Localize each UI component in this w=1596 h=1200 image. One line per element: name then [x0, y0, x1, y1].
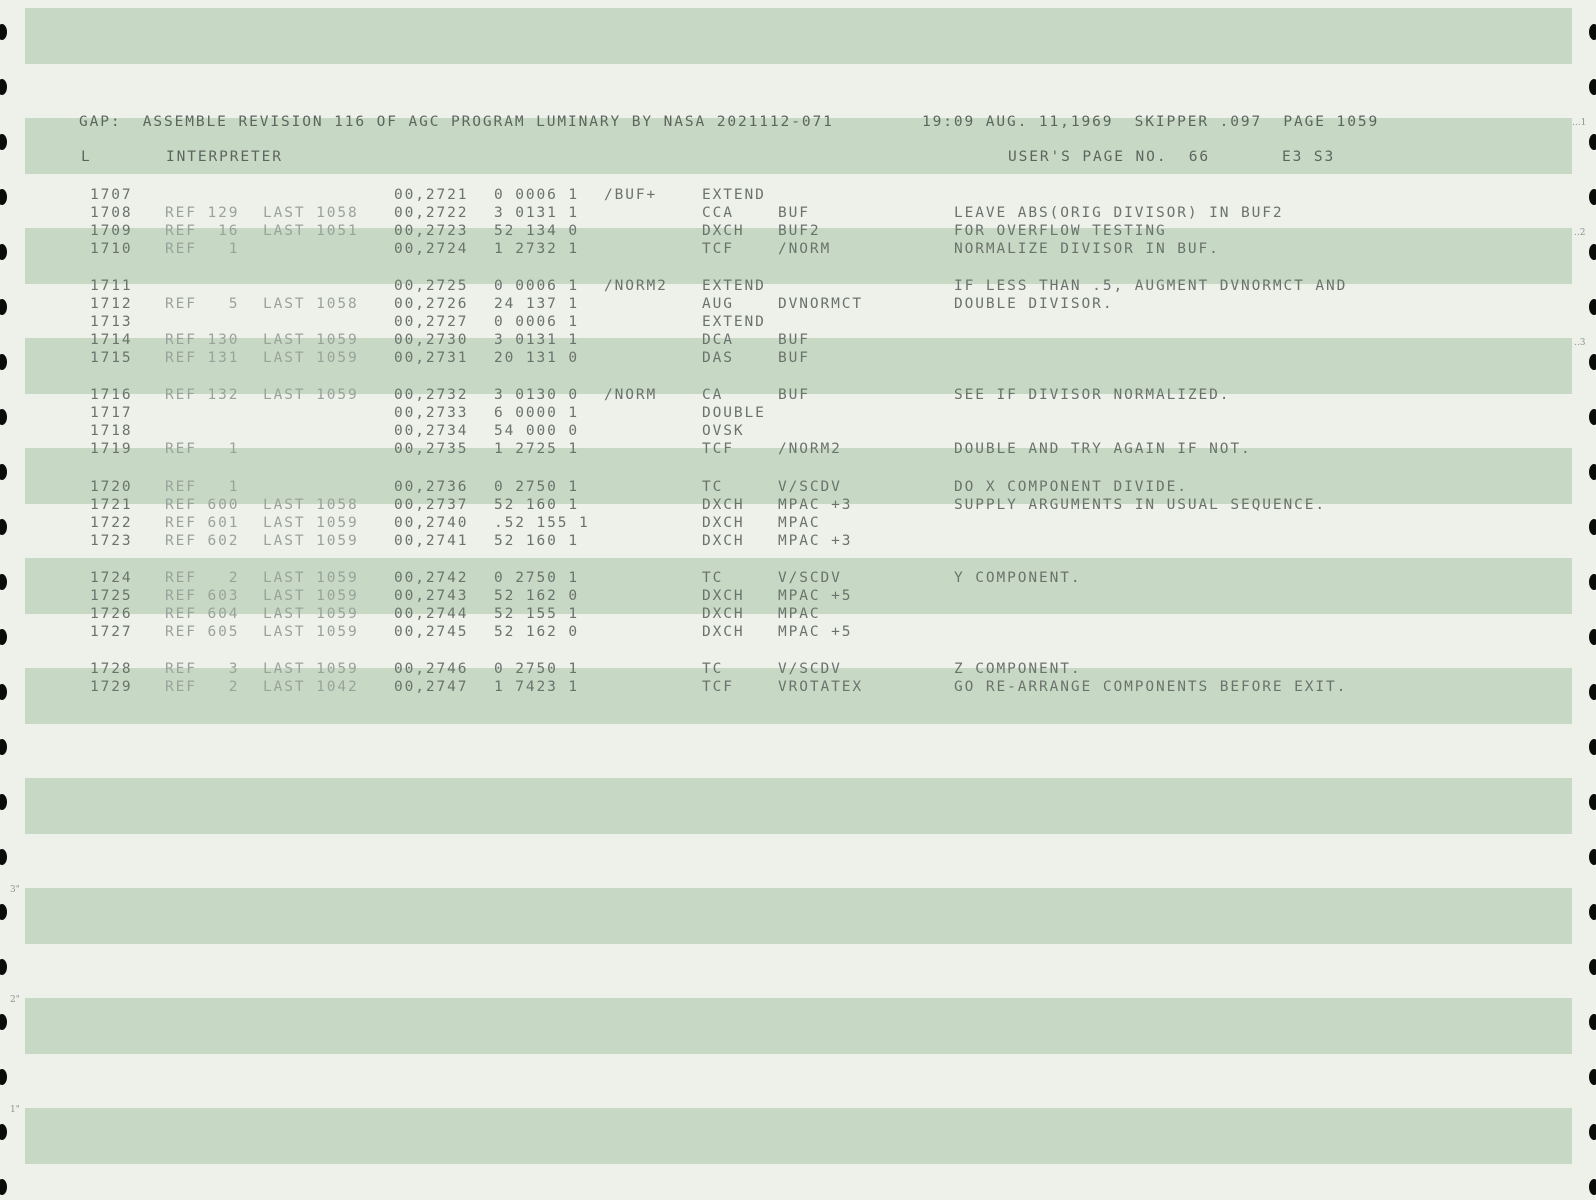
ref-count: REF 605	[165, 624, 240, 640]
line-number: 1715	[90, 350, 133, 366]
listing-line	[0, 678, 1560, 697]
feed-hole	[0, 794, 7, 810]
address: 00,2725	[394, 278, 469, 294]
listing-line	[0, 349, 1560, 368]
feed-hole	[0, 24, 7, 40]
last-ref: LAST 1059	[263, 624, 359, 640]
ref-count: REF 1	[165, 241, 240, 257]
line-number: 1729	[90, 679, 133, 695]
address: 00,2724	[394, 241, 469, 257]
feed-hole	[0, 1124, 7, 1140]
machine-word: 52 134 0	[494, 223, 580, 239]
address: 00,2743	[394, 588, 469, 604]
last-ref: LAST 1059	[263, 588, 359, 604]
address: 00,2740	[394, 515, 469, 531]
machine-word: 1 2725 1	[494, 441, 580, 457]
address: 00,2731	[394, 350, 469, 366]
feed-hole	[1589, 519, 1596, 535]
operand: BUF	[778, 332, 810, 348]
comment: Y COMPONENT.	[954, 570, 1082, 586]
feed-hole	[1589, 244, 1596, 260]
ref-count: REF 603	[165, 588, 240, 604]
operand: VROTATEX	[778, 679, 864, 695]
opcode: DXCH	[702, 588, 745, 604]
line-number: 1708	[90, 205, 133, 221]
listing-line	[0, 204, 1560, 223]
listing-line	[0, 532, 1560, 551]
machine-word: 52 160 1	[494, 533, 580, 549]
listing-line	[0, 660, 1560, 679]
line-number: 1726	[90, 606, 133, 622]
feed-hole	[1589, 134, 1596, 150]
operand: MPAC	[778, 606, 821, 622]
opcode: DXCH	[702, 497, 745, 513]
label: /NORM	[604, 387, 658, 403]
ref-count: REF 16	[165, 223, 240, 239]
address: 00,2722	[394, 205, 469, 221]
opcode: TCF	[702, 241, 734, 257]
opcode: DXCH	[702, 223, 745, 239]
machine-word: 0 0006 1	[494, 314, 580, 330]
opcode: CCA	[702, 205, 734, 221]
ref-count: REF 2	[165, 679, 240, 695]
label: /BUF+	[604, 187, 658, 203]
listing-line	[0, 386, 1560, 405]
feed-hole	[1589, 849, 1596, 865]
feed-hole	[0, 79, 7, 95]
feed-hole	[1589, 1014, 1596, 1030]
machine-word: 0 0006 1	[494, 278, 580, 294]
address: 00,2732	[394, 387, 469, 403]
listing-line	[0, 478, 1560, 497]
line-number: 1723	[90, 533, 133, 549]
feed-hole	[0, 849, 7, 865]
comment: DO X COMPONENT DIVIDE.	[954, 479, 1188, 495]
margin-mark: 3"	[10, 885, 20, 895]
address: 00,2741	[394, 533, 469, 549]
comment: NORMALIZE DIVISOR IN BUF.	[954, 241, 1220, 257]
opcode: TCF	[702, 441, 734, 457]
comment: IF LESS THAN .5, AUGMENT DVNORMCT AND	[954, 278, 1348, 294]
band	[25, 998, 1572, 1054]
operand: MPAC	[778, 515, 821, 531]
operand: /NORM	[778, 241, 832, 257]
address: 00,2745	[394, 624, 469, 640]
opcode: TC	[702, 479, 724, 495]
ref-count: REF 602	[165, 533, 240, 549]
opcode: DAS	[702, 350, 734, 366]
listing-line	[0, 496, 1560, 515]
listing-line	[0, 404, 1560, 423]
address: 00,2742	[394, 570, 469, 586]
machine-word: .52 155 1	[494, 515, 590, 531]
last-ref: LAST 1059	[263, 332, 359, 348]
feed-hole	[1589, 189, 1596, 205]
machine-word: 3 0131 1	[494, 332, 580, 348]
opcode: EXTEND	[702, 187, 766, 203]
last-ref: LAST 1051	[263, 223, 359, 239]
feed-hole	[1589, 794, 1596, 810]
ref-count: REF 1	[165, 479, 240, 495]
line-number: 1721	[90, 497, 133, 513]
line-number: 1716	[90, 387, 133, 403]
machine-word: 54 000 0	[494, 423, 580, 439]
address: 00,2730	[394, 332, 469, 348]
feed-hole	[1589, 739, 1596, 755]
comment: DOUBLE AND TRY AGAIN IF NOT.	[954, 441, 1252, 457]
address: 00,2734	[394, 423, 469, 439]
operand: BUF2	[778, 223, 821, 239]
feed-hole	[0, 1014, 7, 1030]
ref-count: REF 1	[165, 441, 240, 457]
opcode: DXCH	[702, 624, 745, 640]
opcode: AUG	[702, 296, 734, 312]
machine-word: 0 2750 1	[494, 570, 580, 586]
operand: V/SCDV	[778, 479, 842, 495]
label: /NORM2	[604, 278, 668, 294]
band	[25, 8, 1572, 64]
last-ref: LAST 1058	[263, 205, 359, 221]
comment: GO RE-ARRANGE COMPONENTS BEFORE EXIT.	[954, 679, 1348, 695]
operand: BUF	[778, 350, 810, 366]
feed-hole	[1589, 1124, 1596, 1140]
feed-hole	[0, 1179, 7, 1195]
feed-hole	[1589, 354, 1596, 370]
feed-hole	[1589, 79, 1596, 95]
feed-hole	[1589, 904, 1596, 920]
comment: Z COMPONENT.	[954, 661, 1082, 677]
line-number: 1714	[90, 332, 133, 348]
assembly-title: GAP: ASSEMBLE REVISION 116 OF AGC PROGRAM LUMINARY BY NASA 2021112-071	[79, 114, 834, 130]
machine-word: 3 0131 1	[494, 205, 580, 221]
line-number: 1712	[90, 296, 133, 312]
header-line-2	[0, 148, 1560, 167]
operand: V/SCDV	[778, 661, 842, 677]
line-number: 1727	[90, 624, 133, 640]
last-ref: LAST 1059	[263, 661, 359, 677]
feed-hole	[0, 904, 7, 920]
comment: SUPPLY ARGUMENTS IN USUAL SEQUENCE.	[954, 497, 1327, 513]
feed-hole	[0, 1069, 7, 1085]
operand: DVNORMCT	[778, 296, 864, 312]
operand: MPAC +5	[778, 588, 853, 604]
operand: MPAC +3	[778, 497, 853, 513]
last-ref: LAST 1059	[263, 387, 359, 403]
ref-count: REF 130	[165, 332, 240, 348]
line-number: 1710	[90, 241, 133, 257]
listing-line	[0, 240, 1560, 259]
listing-line	[0, 277, 1560, 296]
feed-hole	[1589, 1069, 1596, 1085]
machine-word: 0 0006 1	[494, 187, 580, 203]
address: 00,2727	[394, 314, 469, 330]
machine-word: 20 131 0	[494, 350, 580, 366]
listing-line	[0, 605, 1560, 624]
machine-word: 6 0000 1	[494, 405, 580, 421]
opcode: TCF	[702, 679, 734, 695]
ref-count: REF 5	[165, 296, 240, 312]
ref-count: REF 601	[165, 515, 240, 531]
line-number: 1718	[90, 423, 133, 439]
last-ref: LAST 1042	[263, 679, 359, 695]
last-ref: LAST 1059	[263, 606, 359, 622]
machine-word: 52 162 0	[494, 624, 580, 640]
line-number: 1717	[90, 405, 133, 421]
feed-hole	[1589, 464, 1596, 480]
last-ref: LAST 1059	[263, 533, 359, 549]
machine-word: 52 160 1	[494, 497, 580, 513]
band	[25, 1108, 1572, 1164]
listing-line	[0, 331, 1560, 350]
opcode: OVSK	[702, 423, 745, 439]
comment: SEE IF DIVISOR NORMALIZED.	[954, 387, 1231, 403]
line-number: 1728	[90, 661, 133, 677]
section-name: INTERPRETER	[166, 149, 283, 165]
opcode: DXCH	[702, 606, 745, 622]
feed-hole	[1589, 24, 1596, 40]
band	[25, 778, 1572, 834]
section-code: E3 S3	[1282, 149, 1336, 165]
margin-mark: 1"	[10, 1105, 20, 1115]
feed-hole	[1589, 959, 1596, 975]
address: 00,2735	[394, 441, 469, 457]
feed-hole	[0, 959, 7, 975]
listing-line	[0, 186, 1560, 205]
feed-hole	[1589, 299, 1596, 315]
ref-count: REF 604	[165, 606, 240, 622]
margin-mark: ...1	[1572, 118, 1587, 128]
machine-word: 0 2750 1	[494, 479, 580, 495]
operand: /NORM2	[778, 441, 842, 457]
ref-count: REF 600	[165, 497, 240, 513]
line-number: 1719	[90, 441, 133, 457]
opcode: TC	[702, 570, 724, 586]
feed-hole	[1589, 684, 1596, 700]
margin-mark: ..3	[1574, 338, 1586, 348]
opcode: DOUBLE	[702, 405, 766, 421]
comment: FOR OVERFLOW TESTING	[954, 223, 1167, 239]
machine-word: 52 155 1	[494, 606, 580, 622]
line-number: 1709	[90, 223, 133, 239]
opcode: TC	[702, 661, 724, 677]
opcode: EXTEND	[702, 314, 766, 330]
band	[25, 888, 1572, 944]
last-ref: LAST 1059	[263, 570, 359, 586]
ref-count: REF 131	[165, 350, 240, 366]
last-ref: LAST 1059	[263, 350, 359, 366]
line-number: 1720	[90, 479, 133, 495]
line-number: 1725	[90, 588, 133, 604]
address: 00,2721	[394, 187, 469, 203]
address: 00,2726	[394, 296, 469, 312]
operand: MPAC +5	[778, 624, 853, 640]
line-number: 1713	[90, 314, 133, 330]
machine-word: 24 137 1	[494, 296, 580, 312]
listing-line	[0, 623, 1560, 642]
operand: V/SCDV	[778, 570, 842, 586]
address: 00,2747	[394, 679, 469, 695]
ref-count: REF 132	[165, 387, 240, 403]
machine-word: 3 0130 0	[494, 387, 580, 403]
machine-word: 0 2750 1	[494, 661, 580, 677]
listing-line	[0, 440, 1560, 459]
last-ref: LAST 1059	[263, 515, 359, 531]
listing-line	[0, 569, 1560, 588]
address: 00,2737	[394, 497, 469, 513]
feed-hole	[1589, 1179, 1596, 1195]
last-ref: LAST 1058	[263, 296, 359, 312]
listing-line	[0, 313, 1560, 332]
ref-count: REF 2	[165, 570, 240, 586]
listing-line	[0, 514, 1560, 533]
ref-count: REF 3	[165, 661, 240, 677]
line-number: 1707	[90, 187, 133, 203]
feed-hole	[1589, 409, 1596, 425]
feed-hole	[1589, 574, 1596, 590]
machine-word: 1 2732 1	[494, 241, 580, 257]
machine-word: 52 162 0	[494, 588, 580, 604]
address: 00,2733	[394, 405, 469, 421]
margin-mark: 2"	[10, 995, 20, 1005]
opcode: DXCH	[702, 533, 745, 549]
listing-flag: L	[81, 149, 92, 165]
feed-hole	[0, 739, 7, 755]
comment: LEAVE ABS(ORIG DIVISOR) IN BUF2	[954, 205, 1284, 221]
operand: BUF	[778, 387, 810, 403]
address: 00,2736	[394, 479, 469, 495]
comment: DOUBLE DIVISOR.	[954, 296, 1114, 312]
tractor-feed-right	[1572, 0, 1596, 1200]
line-number: 1711	[90, 278, 133, 294]
header-line-1	[0, 113, 1560, 132]
listing-line	[0, 587, 1560, 606]
users-page-number: USER'S PAGE NO. 66	[1008, 149, 1210, 165]
operand: MPAC +3	[778, 533, 853, 549]
listing-line	[0, 422, 1560, 441]
listing-line	[0, 295, 1560, 314]
address: 00,2744	[394, 606, 469, 622]
feed-hole	[1589, 629, 1596, 645]
opcode: DCA	[702, 332, 734, 348]
line-number: 1722	[90, 515, 133, 531]
last-ref: LAST 1058	[263, 497, 359, 513]
listing-line	[0, 222, 1560, 241]
operand: BUF	[778, 205, 810, 221]
margin-mark: ..2	[1574, 228, 1586, 238]
run-info: 19:09 AUG. 11,1969 SKIPPER .097 PAGE 1059	[922, 114, 1380, 130]
ref-count: REF 129	[165, 205, 240, 221]
machine-word: 1 7423 1	[494, 679, 580, 695]
opcode: EXTEND	[702, 278, 766, 294]
opcode: DXCH	[702, 515, 745, 531]
address: 00,2746	[394, 661, 469, 677]
line-number: 1724	[90, 570, 133, 586]
opcode: CA	[702, 387, 724, 403]
address: 00,2723	[394, 223, 469, 239]
